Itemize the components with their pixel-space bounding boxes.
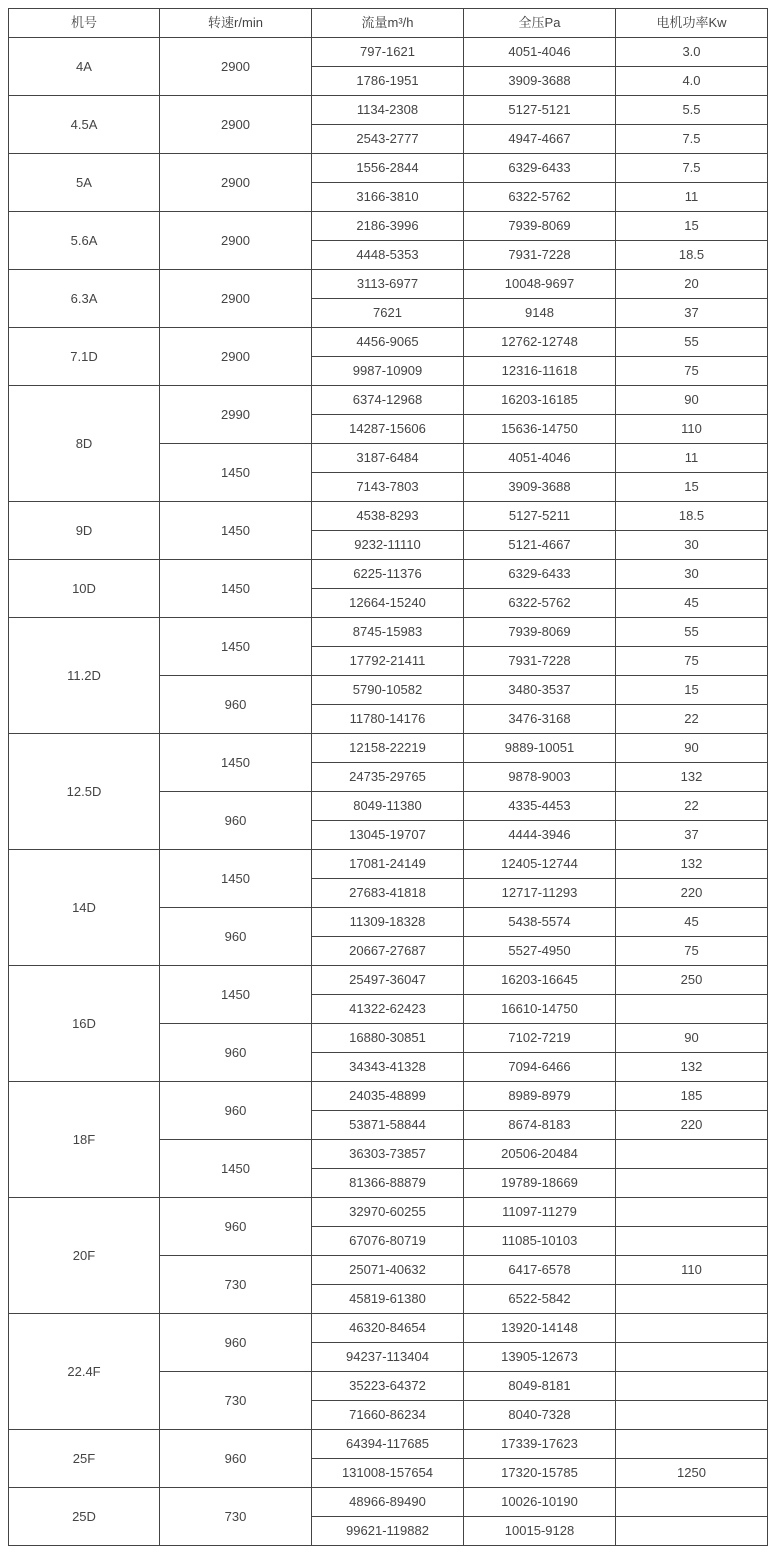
header-power: 电机功率Kw	[616, 9, 768, 38]
power-cell: 220	[616, 1111, 768, 1140]
pressure-cell: 11085-10103	[464, 1227, 616, 1256]
pressure-cell: 6329-6433	[464, 560, 616, 589]
pressure-cell: 4051-4046	[464, 444, 616, 473]
power-cell	[616, 1227, 768, 1256]
power-cell	[616, 1517, 768, 1546]
model-cell: 18F	[9, 1082, 160, 1198]
model-cell: 5.6A	[9, 212, 160, 270]
flow-cell: 25497-36047	[312, 966, 464, 995]
pressure-cell: 10015-9128	[464, 1517, 616, 1546]
pressure-cell: 5127-5121	[464, 96, 616, 125]
table-row	[9, 560, 768, 589]
power-cell: 20	[616, 270, 768, 299]
header-flow: 流量m³/h	[312, 9, 464, 38]
pressure-cell: 8989-8979	[464, 1082, 616, 1111]
power-cell	[616, 1401, 768, 1430]
speed-cell: 1450	[160, 444, 312, 502]
flow-cell: 12158-22219	[312, 734, 464, 763]
header-model: 机号	[9, 9, 160, 38]
header-speed: 转速r/min	[160, 9, 312, 38]
power-cell: 7.5	[616, 125, 768, 154]
pressure-cell: 17320-15785	[464, 1459, 616, 1488]
speed-cell: 960	[160, 1314, 312, 1372]
pressure-cell: 7094-6466	[464, 1053, 616, 1082]
table-row	[9, 1488, 768, 1517]
flow-cell: 36303-73857	[312, 1140, 464, 1169]
speed-cell: 2900	[160, 154, 312, 212]
speed-cell: 960	[160, 1082, 312, 1140]
flow-cell: 16880-30851	[312, 1024, 464, 1053]
power-cell: 55	[616, 618, 768, 647]
pressure-cell: 3480-3537	[464, 676, 616, 705]
flow-cell: 11780-14176	[312, 705, 464, 734]
power-cell: 132	[616, 1053, 768, 1082]
model-cell: 20F	[9, 1198, 160, 1314]
pressure-cell: 9878-9003	[464, 763, 616, 792]
flow-cell: 6225-11376	[312, 560, 464, 589]
flow-cell: 32970-60255	[312, 1198, 464, 1227]
model-cell: 5A	[9, 154, 160, 212]
pressure-cell: 6322-5762	[464, 183, 616, 212]
power-cell: 30	[616, 531, 768, 560]
power-cell: 3.0	[616, 38, 768, 67]
power-cell: 132	[616, 850, 768, 879]
flow-cell: 5790-10582	[312, 676, 464, 705]
table-row	[9, 966, 768, 995]
speed-cell: 730	[160, 1256, 312, 1314]
flow-cell: 1786-1951	[312, 67, 464, 96]
flow-cell: 2543-2777	[312, 125, 464, 154]
pressure-cell: 3476-3168	[464, 705, 616, 734]
power-cell: 30	[616, 560, 768, 589]
power-cell	[616, 1198, 768, 1227]
pressure-cell: 9889-10051	[464, 734, 616, 763]
model-cell: 10D	[9, 560, 160, 618]
speed-cell: 1450	[160, 966, 312, 1024]
pressure-cell: 10026-10190	[464, 1488, 616, 1517]
header-row	[9, 9, 768, 38]
speed-cell: 1450	[160, 618, 312, 676]
power-cell: 7.5	[616, 154, 768, 183]
model-cell: 9D	[9, 502, 160, 560]
pressure-cell: 12717-11293	[464, 879, 616, 908]
table-row	[9, 270, 768, 299]
table-body	[9, 38, 768, 1546]
model-cell: 25D	[9, 1488, 160, 1546]
speed-cell: 1450	[160, 850, 312, 908]
pressure-cell: 4947-4667	[464, 125, 616, 154]
table-row	[9, 212, 768, 241]
pressure-cell: 16203-16645	[464, 966, 616, 995]
pressure-cell: 7931-7228	[464, 241, 616, 270]
flow-cell: 34343-41328	[312, 1053, 464, 1082]
power-cell	[616, 1169, 768, 1198]
pressure-cell: 5438-5574	[464, 908, 616, 937]
flow-cell: 4538-8293	[312, 502, 464, 531]
table-row	[9, 850, 768, 879]
flow-cell: 17081-24149	[312, 850, 464, 879]
power-cell: 37	[616, 821, 768, 850]
speed-cell: 1450	[160, 734, 312, 792]
pressure-cell: 19789-18669	[464, 1169, 616, 1198]
power-cell: 220	[616, 879, 768, 908]
model-cell: 4A	[9, 38, 160, 96]
speed-cell: 960	[160, 1024, 312, 1082]
power-cell: 15	[616, 676, 768, 705]
power-cell: 15	[616, 473, 768, 502]
power-cell: 11	[616, 183, 768, 212]
pressure-cell: 16203-16185	[464, 386, 616, 415]
speed-cell: 960	[160, 908, 312, 966]
pressure-cell: 7931-7228	[464, 647, 616, 676]
flow-cell: 24035-48899	[312, 1082, 464, 1111]
power-cell	[616, 1285, 768, 1314]
power-cell: 4.0	[616, 67, 768, 96]
pressure-cell: 5121-4667	[464, 531, 616, 560]
pressure-cell: 5127-5211	[464, 502, 616, 531]
model-cell: 22.4F	[9, 1314, 160, 1430]
power-cell	[616, 1343, 768, 1372]
model-cell: 11.2D	[9, 618, 160, 734]
flow-cell: 4448-5353	[312, 241, 464, 270]
flow-cell: 24735-29765	[312, 763, 464, 792]
flow-cell: 17792-21411	[312, 647, 464, 676]
flow-cell: 35223-64372	[312, 1372, 464, 1401]
speed-cell: 960	[160, 676, 312, 734]
table-row	[9, 502, 768, 531]
power-cell: 55	[616, 328, 768, 357]
table-row	[9, 1314, 768, 1343]
power-cell: 1250	[616, 1459, 768, 1488]
flow-cell: 45819-61380	[312, 1285, 464, 1314]
flow-cell: 2186-3996	[312, 212, 464, 241]
speed-cell: 2900	[160, 212, 312, 270]
model-cell: 7.1D	[9, 328, 160, 386]
pressure-cell: 8674-8183	[464, 1111, 616, 1140]
table-row	[9, 38, 768, 67]
speed-cell: 2900	[160, 328, 312, 386]
model-cell: 25F	[9, 1430, 160, 1488]
flow-cell: 7621	[312, 299, 464, 328]
speed-cell: 1450	[160, 1140, 312, 1198]
pressure-cell: 20506-20484	[464, 1140, 616, 1169]
table-row	[9, 1082, 768, 1111]
pressure-cell: 7102-7219	[464, 1024, 616, 1053]
table-row	[9, 328, 768, 357]
power-cell: 45	[616, 908, 768, 937]
pressure-cell: 10048-9697	[464, 270, 616, 299]
flow-cell: 4456-9065	[312, 328, 464, 357]
flow-cell: 13045-19707	[312, 821, 464, 850]
pressure-cell: 17339-17623	[464, 1430, 616, 1459]
pressure-cell: 6417-6578	[464, 1256, 616, 1285]
speed-cell: 960	[160, 1198, 312, 1256]
speed-cell: 2990	[160, 386, 312, 444]
flow-cell: 41322-62423	[312, 995, 464, 1024]
power-cell: 5.5	[616, 96, 768, 125]
power-cell: 18.5	[616, 241, 768, 270]
power-cell: 22	[616, 705, 768, 734]
table-row	[9, 734, 768, 763]
flow-cell: 27683-41818	[312, 879, 464, 908]
flow-cell: 3113-6977	[312, 270, 464, 299]
power-cell: 75	[616, 647, 768, 676]
table-row	[9, 386, 768, 415]
power-cell: 18.5	[616, 502, 768, 531]
header-pressure: 全压Pa	[464, 9, 616, 38]
flow-cell: 797-1621	[312, 38, 464, 67]
pressure-cell: 4444-3946	[464, 821, 616, 850]
power-cell	[616, 1140, 768, 1169]
pressure-cell: 13920-14148	[464, 1314, 616, 1343]
power-cell: 45	[616, 589, 768, 618]
model-cell: 12.5D	[9, 734, 160, 850]
table-row	[9, 1430, 768, 1459]
power-cell: 22	[616, 792, 768, 821]
flow-cell: 3187-6484	[312, 444, 464, 473]
pressure-cell: 16610-14750	[464, 995, 616, 1024]
power-cell: 110	[616, 1256, 768, 1285]
flow-cell: 12664-15240	[312, 589, 464, 618]
pressure-cell: 9148	[464, 299, 616, 328]
model-cell: 8D	[9, 386, 160, 502]
table-row	[9, 1198, 768, 1227]
pressure-cell: 7939-8069	[464, 212, 616, 241]
power-cell: 90	[616, 1024, 768, 1053]
pressure-cell: 5527-4950	[464, 937, 616, 966]
speed-cell: 730	[160, 1488, 312, 1546]
flow-cell: 99621-119882	[312, 1517, 464, 1546]
speed-cell: 2900	[160, 38, 312, 96]
table-row	[9, 96, 768, 125]
power-cell: 90	[616, 386, 768, 415]
pressure-cell: 15636-14750	[464, 415, 616, 444]
pressure-cell: 6329-6433	[464, 154, 616, 183]
power-cell	[616, 995, 768, 1024]
pressure-cell: 4051-4046	[464, 38, 616, 67]
power-cell: 37	[616, 299, 768, 328]
model-cell: 6.3A	[9, 270, 160, 328]
pressure-cell: 8049-8181	[464, 1372, 616, 1401]
pressure-cell: 7939-8069	[464, 618, 616, 647]
flow-cell: 48966-89490	[312, 1488, 464, 1517]
flow-cell: 67076-80719	[312, 1227, 464, 1256]
pressure-cell: 6522-5842	[464, 1285, 616, 1314]
power-cell: 185	[616, 1082, 768, 1111]
power-cell: 75	[616, 357, 768, 386]
model-cell: 16D	[9, 966, 160, 1082]
pressure-cell: 3909-3688	[464, 67, 616, 96]
flow-cell: 9232-11110	[312, 531, 464, 560]
power-cell: 110	[616, 415, 768, 444]
speed-cell: 1450	[160, 502, 312, 560]
pressure-cell: 4335-4453	[464, 792, 616, 821]
pressure-cell: 6322-5762	[464, 589, 616, 618]
model-cell: 14D	[9, 850, 160, 966]
pressure-cell: 13905-12673	[464, 1343, 616, 1372]
flow-cell: 20667-27687	[312, 937, 464, 966]
flow-cell: 25071-40632	[312, 1256, 464, 1285]
power-cell: 75	[616, 937, 768, 966]
power-cell	[616, 1314, 768, 1343]
flow-cell: 8049-11380	[312, 792, 464, 821]
flow-cell: 8745-15983	[312, 618, 464, 647]
pressure-cell: 8040-7328	[464, 1401, 616, 1430]
flow-cell: 7143-7803	[312, 473, 464, 502]
flow-cell: 11309-18328	[312, 908, 464, 937]
table-row	[9, 618, 768, 647]
flow-cell: 64394-117685	[312, 1430, 464, 1459]
flow-cell: 3166-3810	[312, 183, 464, 212]
pressure-cell: 11097-11279	[464, 1198, 616, 1227]
flow-cell: 46320-84654	[312, 1314, 464, 1343]
speed-cell: 960	[160, 792, 312, 850]
speed-cell: 2900	[160, 96, 312, 154]
flow-cell: 1556-2844	[312, 154, 464, 183]
power-cell: 132	[616, 763, 768, 792]
speed-cell: 730	[160, 1372, 312, 1430]
speed-cell: 2900	[160, 270, 312, 328]
flow-cell: 1134-2308	[312, 96, 464, 125]
flow-cell: 6374-12968	[312, 386, 464, 415]
flow-cell: 81366-88879	[312, 1169, 464, 1198]
flow-cell: 131008-157654	[312, 1459, 464, 1488]
power-cell	[616, 1430, 768, 1459]
flow-cell: 14287-15606	[312, 415, 464, 444]
power-cell	[616, 1488, 768, 1517]
power-cell: 90	[616, 734, 768, 763]
pressure-cell: 3909-3688	[464, 473, 616, 502]
fan-spec-table	[8, 8, 768, 1546]
speed-cell: 960	[160, 1430, 312, 1488]
flow-cell: 53871-58844	[312, 1111, 464, 1140]
flow-cell: 71660-86234	[312, 1401, 464, 1430]
speed-cell: 1450	[160, 560, 312, 618]
table-row	[9, 154, 768, 183]
power-cell: 250	[616, 966, 768, 995]
power-cell: 15	[616, 212, 768, 241]
pressure-cell: 12762-12748	[464, 328, 616, 357]
flow-cell: 94237-113404	[312, 1343, 464, 1372]
pressure-cell: 12405-12744	[464, 850, 616, 879]
power-cell: 11	[616, 444, 768, 473]
pressure-cell: 12316-11618	[464, 357, 616, 386]
power-cell	[616, 1372, 768, 1401]
flow-cell: 9987-10909	[312, 357, 464, 386]
model-cell: 4.5A	[9, 96, 160, 154]
